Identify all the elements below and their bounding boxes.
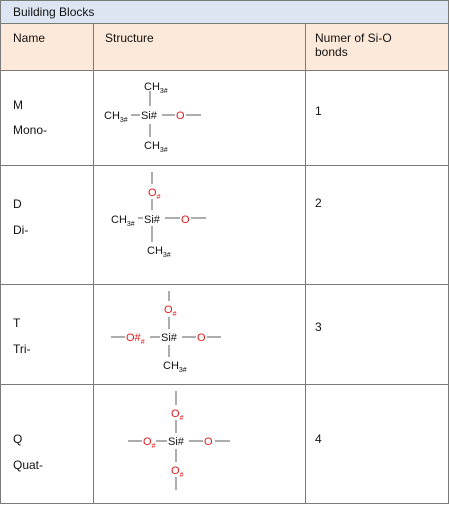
hash-sub: # [179, 415, 184, 422]
header-structure: Structure [105, 31, 154, 45]
row-code: M [13, 98, 23, 112]
svg-text:O# [171, 465, 184, 479]
header-name: Name [13, 31, 46, 45]
ch3-label: CH [104, 110, 120, 122]
svg-text:O# [171, 408, 184, 422]
silicon-label: Si# [144, 214, 160, 226]
silicon-label: Si# [168, 436, 184, 448]
oxygen-label: O# [126, 332, 141, 344]
oxygen-label: O [164, 304, 173, 316]
svg-text:CH3# [111, 214, 135, 228]
ch3-label: CH [144, 81, 160, 93]
ch3-sub: 3# [159, 147, 168, 154]
hash-sub: # [156, 194, 161, 201]
oxygen-label: O [143, 436, 152, 448]
structure-m [94, 71, 304, 164]
oxygen-label: O [204, 436, 213, 448]
svg-text:O# [143, 436, 156, 450]
svg-text:CH3# [104, 110, 128, 124]
hash-sub: # [151, 443, 156, 450]
ch3-sub: 3# [119, 117, 128, 124]
ch3-sub: 3# [162, 252, 171, 259]
svg-text:CH3# [147, 245, 171, 259]
header-bonds [315, 31, 392, 59]
ch3-sub: 3# [178, 367, 187, 374]
structure-t [94, 285, 304, 383]
hash-sub: # [179, 472, 184, 479]
ch3-sub: 3# [126, 221, 135, 228]
row-code: D [13, 197, 22, 211]
row-label: Quat- [13, 458, 44, 472]
ch3-label: CH [144, 140, 160, 152]
row-bonds: 3 [315, 320, 322, 334]
row-label: Mono- [13, 123, 48, 137]
ch3-label: CH [111, 214, 127, 226]
svg-text:CH3# [144, 81, 168, 95]
ch3-sub: 3# [159, 88, 168, 95]
row-label: Di- [13, 223, 29, 237]
structure-q [94, 385, 304, 504]
oxygen-label: O [171, 465, 180, 477]
row-bonds: 4 [315, 432, 322, 446]
ch3-label: CH [147, 245, 163, 257]
table-title: Building Blocks [13, 5, 95, 19]
structure-d [94, 166, 304, 283]
row-code: T [13, 316, 21, 330]
oxygen-label: O [197, 332, 206, 344]
ch3-label: CH [163, 360, 179, 372]
header-bonds-line1: Numer of Si-O [315, 31, 392, 45]
hash-sub: # [172, 311, 177, 318]
row-label: Tri- [13, 342, 31, 356]
oxygen-label: O [171, 408, 180, 420]
oxygen-label: O [181, 214, 190, 226]
row-bonds: 2 [315, 196, 322, 210]
table-title-row [1, 1, 448, 24]
oxygen-label: O [176, 110, 185, 122]
svg-text:CH3# [163, 360, 187, 374]
silicon-label: Si# [141, 110, 157, 122]
silicon-label: Si# [161, 332, 177, 344]
hash-sub: # [140, 339, 145, 346]
row-code: Q [13, 432, 23, 446]
row-bonds: 1 [315, 104, 322, 118]
svg-text:CH3# [144, 140, 168, 154]
header-bonds-line2: bonds [315, 45, 348, 59]
table-header-row [1, 24, 448, 71]
svg-text:O## [126, 332, 145, 346]
oxygen-label: O [148, 187, 157, 199]
column-divider [305, 24, 306, 504]
svg-text:O# [148, 187, 161, 201]
svg-text:O# [164, 304, 177, 318]
